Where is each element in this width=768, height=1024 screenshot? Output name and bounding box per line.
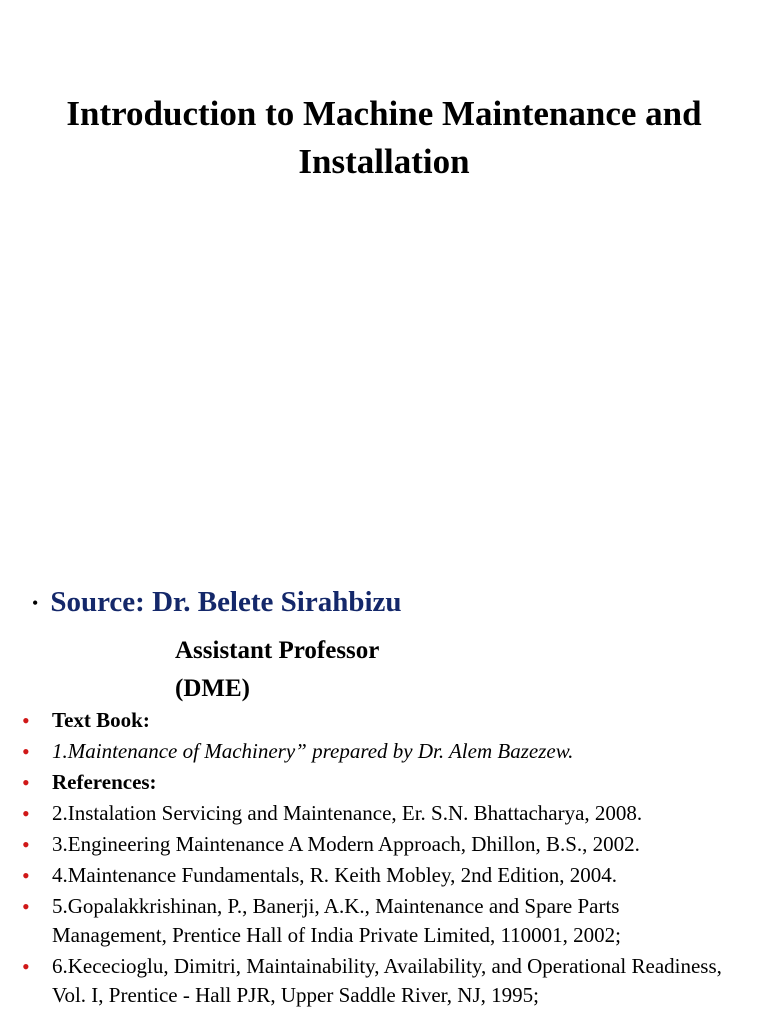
list-item-reference [0, 799, 768, 828]
list-item-text: References: [52, 770, 157, 794]
source-row [32, 586, 402, 619]
title-line-1: Introduction to Machine Maintenance and [66, 94, 702, 133]
list-item-text: 5.Gopalakkrishinan, P., Banerji, A.K., Maintenance and Spare Parts Management, Prentice Hall of India Private Limited, 110001, 2002; [52, 894, 621, 947]
bullet-icon: • [22, 894, 30, 919]
list-item-reference [0, 830, 768, 859]
bullet-icon: • [22, 954, 30, 979]
bullet-icon: • [22, 863, 30, 888]
list-item-textbook-heading [0, 706, 768, 735]
list-item-text: 6.Kececioglu, Dimitri, Maintainability, Availability, and Operational Readiness, Vol. I, Prentice - Hall PJR, Upper Saddle River, NJ, 1995; [52, 954, 722, 1007]
bullet-icon: • [22, 739, 30, 764]
list-item-text: 1.Maintenance of Machinery” prepared by Dr. Alem Bazezew. [52, 739, 574, 763]
bullet-icon: • [22, 708, 30, 733]
list-item-textbook [0, 737, 768, 766]
list-item-text: 3.Engineering Maintenance A Modern Approach, Dhillon, B.S., 2002. [52, 832, 640, 856]
title-line-2: Installation [298, 142, 470, 181]
author-department: (DME) [175, 675, 250, 702]
bullet-dot-icon: • [32, 593, 39, 613]
list-item-reference [0, 861, 768, 890]
source-author: Source: Dr. Belete Sirahbizu [50, 586, 402, 618]
list-item-text: 2.Instalation Servicing and Maintenance, Er. S.N. Bhattacharya, 2008. [52, 801, 643, 825]
bullet-icon: • [22, 770, 30, 795]
list-item-text: 4.Maintenance Fundamentals, R. Keith Mobley, 2nd Edition, 2004. [52, 863, 617, 887]
page-title [0, 90, 768, 186]
author-title: Assistant Professor [175, 637, 380, 664]
list-item-reference [0, 952, 768, 1010]
list-item-references-heading [0, 768, 768, 797]
reference-list [0, 706, 768, 1012]
list-item-reference [0, 892, 768, 950]
author-position [175, 632, 379, 708]
list-item-text: Text Book: [52, 708, 150, 732]
bullet-icon: • [22, 801, 30, 826]
bullet-icon: • [22, 832, 30, 857]
